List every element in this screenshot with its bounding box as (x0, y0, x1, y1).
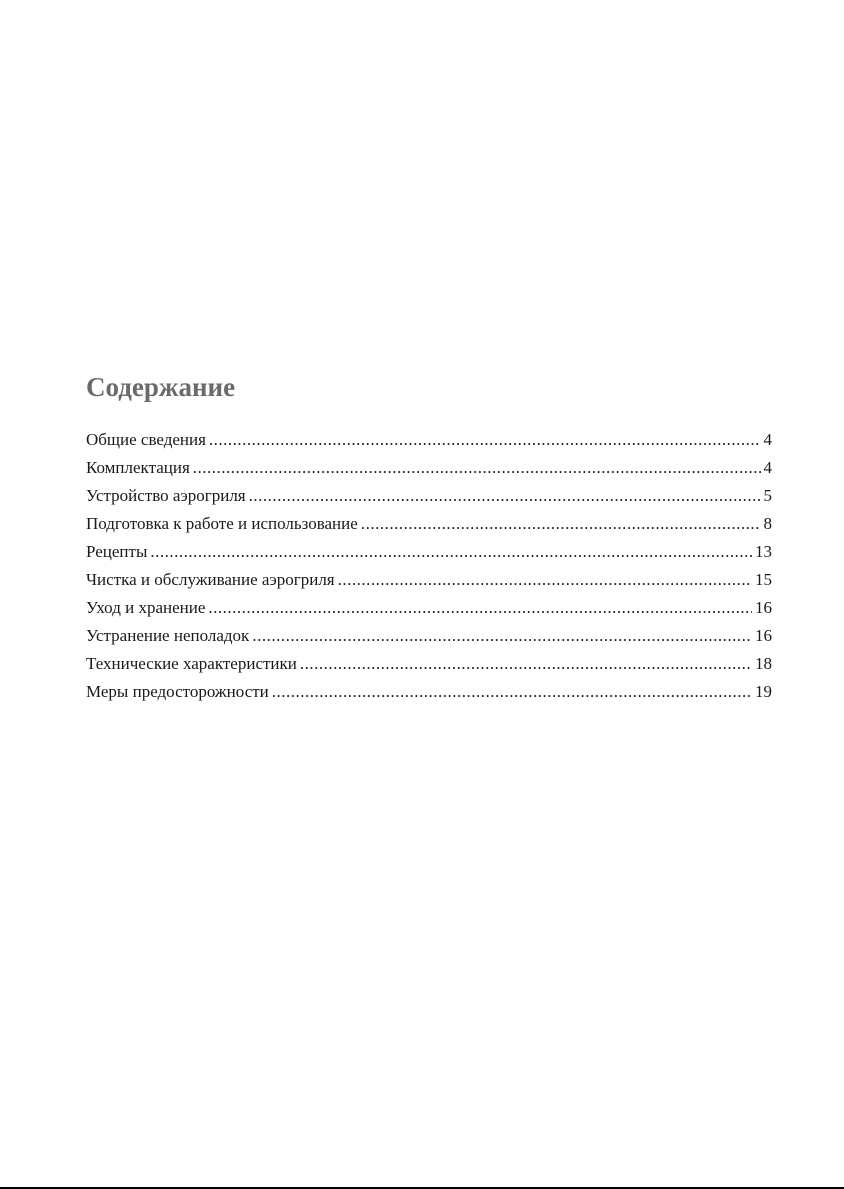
dot-leader (150, 538, 752, 566)
dot-leader (300, 650, 752, 678)
toc-entry[interactable] (86, 538, 772, 566)
dot-leader (252, 622, 752, 650)
dot-leader (361, 510, 761, 538)
toc-entry-page: 19 (755, 682, 772, 701)
toc-entry-title: Меры предосторожности (86, 682, 269, 701)
toc-entry[interactable] (86, 650, 772, 678)
toc-entry[interactable] (86, 678, 772, 706)
toc-entry-page: 8 (763, 514, 772, 533)
toc-entry[interactable] (86, 426, 772, 454)
toc-entry-title: Подготовка к работе и использование (86, 514, 358, 533)
toc-entry-page: 5 (763, 486, 772, 505)
toc-entry-title: Рецепты (86, 542, 148, 561)
toc-entry[interactable] (86, 622, 772, 650)
toc-entry-page: 18 (755, 654, 772, 673)
toc-entry[interactable] (86, 594, 772, 622)
toc-entry[interactable] (86, 510, 772, 538)
toc-entry-title: Общие сведения (86, 430, 206, 449)
toc-title: Содержание (86, 372, 236, 402)
toc-entry-title: Чистка и обслуживание аэрогриля (86, 570, 335, 589)
dot-leader (338, 566, 752, 594)
toc-entry-page: 13 (755, 542, 772, 561)
toc-entry-page: 4 (763, 458, 772, 477)
toc-entry-page: 16 (755, 598, 772, 617)
toc-list (86, 426, 772, 706)
dot-leader (249, 482, 761, 510)
toc-entry-page: 16 (755, 626, 772, 645)
toc-entry-title: Технические характеристики (86, 654, 297, 673)
toc-entry-title: Комплектация (86, 458, 190, 477)
toc-entry-page: 15 (755, 570, 772, 589)
toc-entry-page: 4 (763, 430, 772, 449)
toc-entry[interactable] (86, 454, 772, 482)
dot-leader (208, 594, 752, 622)
toc-entry[interactable] (86, 482, 772, 510)
dot-leader (209, 426, 761, 454)
dot-leader (193, 454, 761, 482)
dot-leader (272, 678, 752, 706)
toc-entry-title: Устройство аэрогриля (86, 486, 246, 505)
toc-entry-title: Уход и хранение (86, 598, 206, 617)
toc-entry[interactable] (86, 566, 772, 594)
toc-entry-title: Устранение неполадок (86, 626, 250, 645)
